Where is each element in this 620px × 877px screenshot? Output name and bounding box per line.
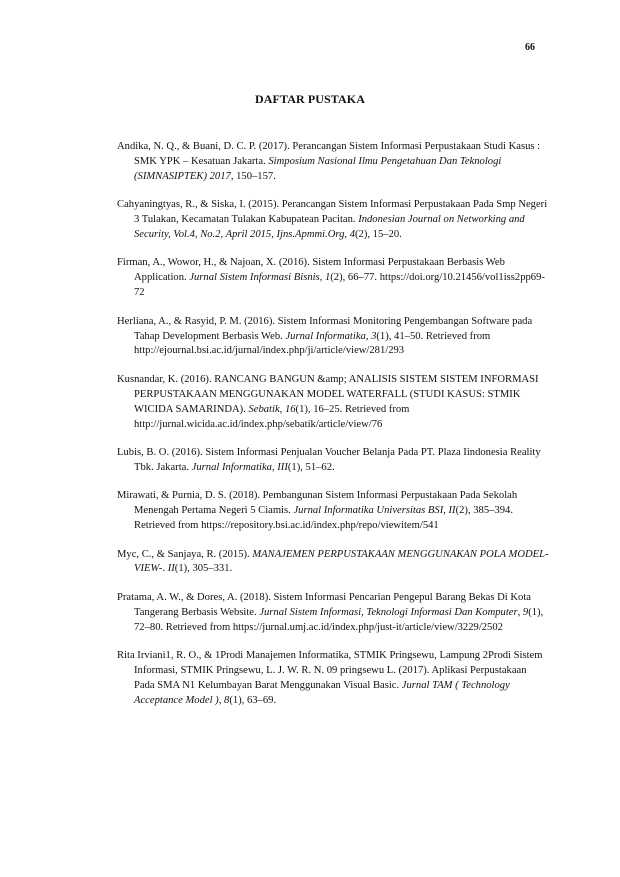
reference-entry: Mirawati, & Purnia, D. S. (2018). Pembangunan Sistem Informasi Perpustakaan Pada Sekolah Menengah Pertama Negeri 5 Ciamis. Jurnal Informatika Universitas BSI, II(2), 385–394. Retrieved from https://repository.bsi.ac.id/index.php/repo/viewitem/541 xyxy=(117,490,518,532)
reference-entry: Kusnandar, K. (2016). RANCANG BANGUN &amp; ANALISIS SISTEM SISTEM INFORMASI PERPUSTAKAAN MENGGUNAKAN MODEL WATERFALL (STUDI KASUS: STMIK WICIDA SAMARINDA). Sebatik, 16(1), 16–25. Retrieved from http://jurnal.wicida.ac.id/index.php/sebatik/article/view/76 xyxy=(117,373,539,430)
reference-entry: Myc, C., & Sanjaya, R. (2015). MANAJEMEN PERPUSTAKAAN MENGGUNAKAN POLA MODEL-VIEW-. II(1), 305–331. xyxy=(117,548,549,575)
page-title: DAFTAR PUSTAKA xyxy=(255,92,365,106)
reference-list xyxy=(117,140,549,722)
reference-entry: Cahyaningtyas, R., & Siska, I. (2015). Perancangan Sistem Informasi Perpustakaan Pada Smp Negeri 3 Tulakan, Kecamatan Tulakan Kabupatean Pacitan. Indonesian Journal on Networking and Security, Vol.4, No.2, April 2015, Ijns.Apmmi.Org, 4(2), 15–20. xyxy=(117,199,548,241)
page-number: 66 xyxy=(525,42,535,53)
reference-entry: Rita Irviani1, R. O., & 1Prodi Manajemen Informatika, STMIK Pringsewu, Lampung 2Prodi Sistem Informasi, STMIK Pringsewu, L. J. W. R. N. 09 pringsewu L. (2017). Aplikasi Perpustakaan Pada SMA N1 Kelumbayan Barat Menggunakan Visual Basic. Jurnal TAM ( Technology Acceptance Model ), 8(1), 63–69. xyxy=(117,650,543,706)
reference-entry: Pratama, A. W., & Dores, A. (2018). Sistem Informasi Pencarian Pengepul Barang Bekas Di Kota Tangerang Berbasis Website. Jurnal Sistem Informasi, Teknologi Informasi Dan Komputer, 9(1), 72–80. Retrieved from https://jurnal.umj.ac.id/index.php/just-it/article/view/3229/2502 xyxy=(117,591,544,633)
reference-entry: Andika, N. Q., & Buani, D. C. P. (2017). Perancangan Sistem Informasi Perpustakaan Studi Kasus : SMK YPK – Kesatuan Jakarta. Simposium Nasional Ilmu Pengetahuan Dan Teknologi (SIMNASIPTEK) 2017, 150–157. xyxy=(117,141,541,182)
reference-entry: Firman, A., Wowor, H., & Najoan, X. (2016). Sistem Informasi Perpustakaan Berbasis Web Application. Jurnal Sistem Informasi Bisnis, 1(2), 66–77. https://doi.org/10.21456/vol1iss2pp69-72 xyxy=(117,257,545,299)
reference-entry: Herliana, A., & Rasyid, P. M. (2016). Sistem Informasi Monitoring Pengembangan Software pada Tahap Development Berbasis Web. Jurnal Informatika, 3(1), 41–50. Retrieved from http://ejournal.bsi.ac.id/jurnal/index.php/ji/article/view/281/293 xyxy=(117,315,533,357)
reference-entry: Lubis, B. O. (2016). Sistem Informasi Penjualan Voucher Belanja Pada PT. Plaza Iindonesia Reality Tbk. Jakarta. Jurnal Informatika, III(1), 51–62. xyxy=(117,447,541,473)
